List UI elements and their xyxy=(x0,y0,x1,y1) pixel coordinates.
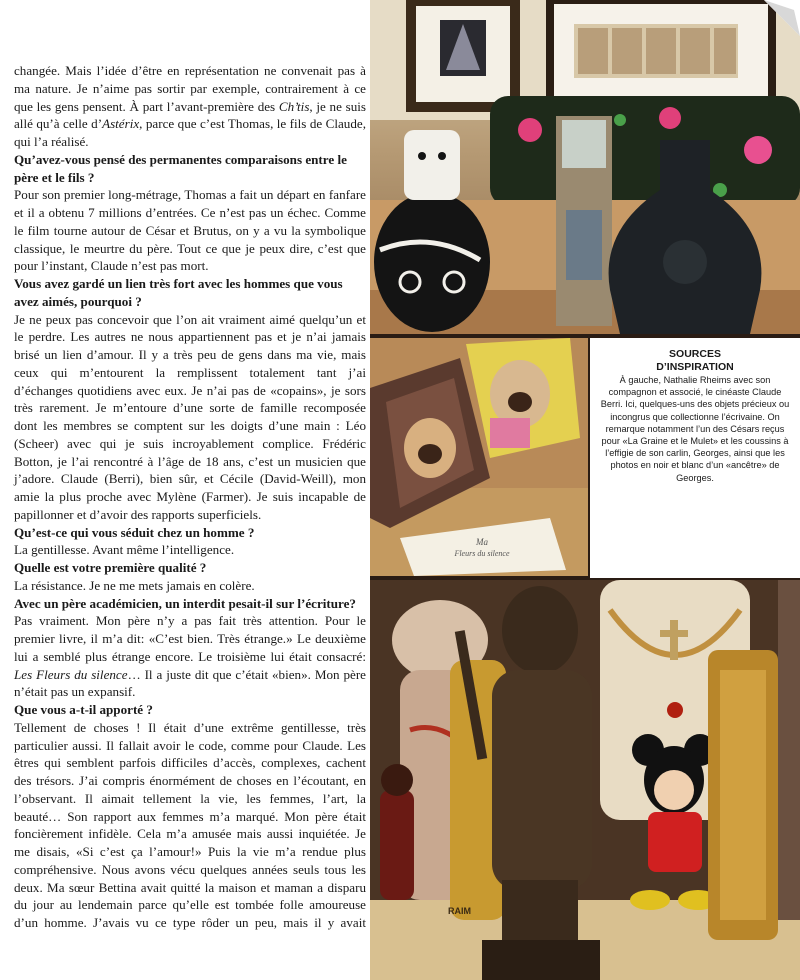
answer-3: La gentillesse. Avant même l’intelligence. xyxy=(14,542,235,558)
book-title-fleurs: Les Fleurs du silence xyxy=(14,666,128,682)
book-title-line1: Ma xyxy=(476,537,488,547)
answer-2: Je ne peux pas concevoir que l’on ait vraiment aimé quelqu’un et le perdre. Les autres ne nous appartiennent pas et je n’ai jamais brisé un lien d’amour. Il y a très peu de gens dans ma vie, mais ceux qui m’entourent la remplissent totalement tant j’ai d’échanges quotidiens avec eux. Je n’ai pas de «copains», je sors très rarement. Je m’entoure d’une sorte de famille recomposée dont les membres se comptent sur les doigts d’une main : Léo (Scheer) avec qui je suis incroyablement complice. Frédéric Botton, je l’ai rencontré à l’âge de 18 ans, c’est un musicien que j’adore. Claude (Berri), bien sûr, et Cécile (David-Weill), mon amie la plus proche avec Mylène (Farmer). Je suis incapable de papillonner et d’avoir des rapports superficiels. xyxy=(14,311,366,522)
statuette-label: RAIM xyxy=(448,906,471,916)
answer-6: Tellement de choses ! Il était d’une extrême gentillesse, très particulier aussi. Il fallait avoir le code, comme pour Claude. Les êtres qui semblent parfois difficiles d’accès, complexes, cachent des trésors. J’ai compris énormément de choses en l’écoutant, en l’observant. Il aimait tellement la vie, les femmes, l’art, la beauté… Son rapport aux femmes m’a marqué. Mon père était foncièrement infidèle. Cela m’a amusée mais aussi inquiétée. Je me disais, «Si c’est ça l’amour!» Puis la vie m’a rendue plus compréhensive. Nous avons vécu quelques années seuls tous les deux. Ma sœur Bettina avait quitté la maison et maman a disparu du jour au lendemain parce qu’elle est tombée folle amoureuse d’un homme. J’avais vu ce type rôder un peu, mais il y avait xyxy=(14,719,366,930)
book-title-line2: Fleurs du silence xyxy=(454,549,510,558)
question-2: Vous avez gardé un lien très fort avec les hommes que vous avez aimés, pourquoi ? xyxy=(14,276,343,309)
page-curl-icon xyxy=(764,0,800,36)
film-title-asterix: Astérix xyxy=(102,116,140,132)
photo-sofa-statues xyxy=(370,0,800,334)
photo-caption xyxy=(590,338,800,578)
paragraph-intro: changée. Mais l’idée d’être en représentation ne convenait pas à ma nature. Je n’aime pas sortir par exemple, contrairement à ce que les gens pensent. À part l’avant-première des Ch’tis, je ne suis allé qu’à celle d’Astérix, parce que c’est Thomas, le fils de Claude, qui l’a réalisé. xyxy=(14,63,366,149)
answer-1: Pour son premier long-métrage, Thomas a fait un départ en fanfare et il a obtenu 7 millions d’entrées. Ce n’est pas un échec. Comme le film tourne autour de César et Brutus, on y a vu la symbolique classique, le meurtre du père. Tout ce que je peux dire, c’est que pour l’instant, Claude n’est pas mort. xyxy=(14,187,366,274)
answer-4: La résistance. Je ne me mets jamais en colère. xyxy=(14,577,255,593)
film-title-chtis: Ch’tis xyxy=(278,98,310,114)
photo-pug-cushions-illustration xyxy=(370,338,588,576)
question-1: Qu’avez-vous pensé des permanentes comparaisons entre le père et le fils ? xyxy=(14,151,347,185)
photo-statuettes xyxy=(370,580,800,980)
photo-sofa-statues-illustration xyxy=(370,0,800,334)
answer-5: Pas vraiment. Mon père n’y a pas fait très attention. Pour le premier livre, il m’a dit: «C’est bien. Très étrange.» Le deuxième lui a semblé plus étrange encore. Le troisième lui était consacré: Les Fleurs du silence… Il a juste dit que c’était «bien». Mon père n’était pas un expansif. xyxy=(14,613,366,700)
question-3: Qu’est-ce qui vous séduit chez un homme ? xyxy=(14,524,255,540)
caption-title: SOURCES D’INSPIRATION xyxy=(656,348,734,373)
question-5: Avec un père académicien, un interdit pesait-il sur l’écriture? xyxy=(14,595,356,611)
question-6: Que vous a-t-il apporté ? xyxy=(14,702,153,717)
photo-statuettes-illustration xyxy=(370,580,800,980)
article-column xyxy=(14,62,366,932)
caption-body: À gauche, Nathalie Rheims avec son compagnon et associé, le cinéaste Claude Berri. Ici, quelques-uns des objets précieux ou incongrus que collectionne l’écrivaine. On remarque notamment l’un des Césars reçus pour «La Graine et le Mulet» et les coussins à l’effigie de son carlin, Georges, ainsi que les photos en noir et blanc d’un «ancêtre» de Georges. xyxy=(600,375,790,483)
photo-pug-cushions xyxy=(370,338,588,576)
question-4: Quelle est votre première qualité ? xyxy=(14,560,207,575)
